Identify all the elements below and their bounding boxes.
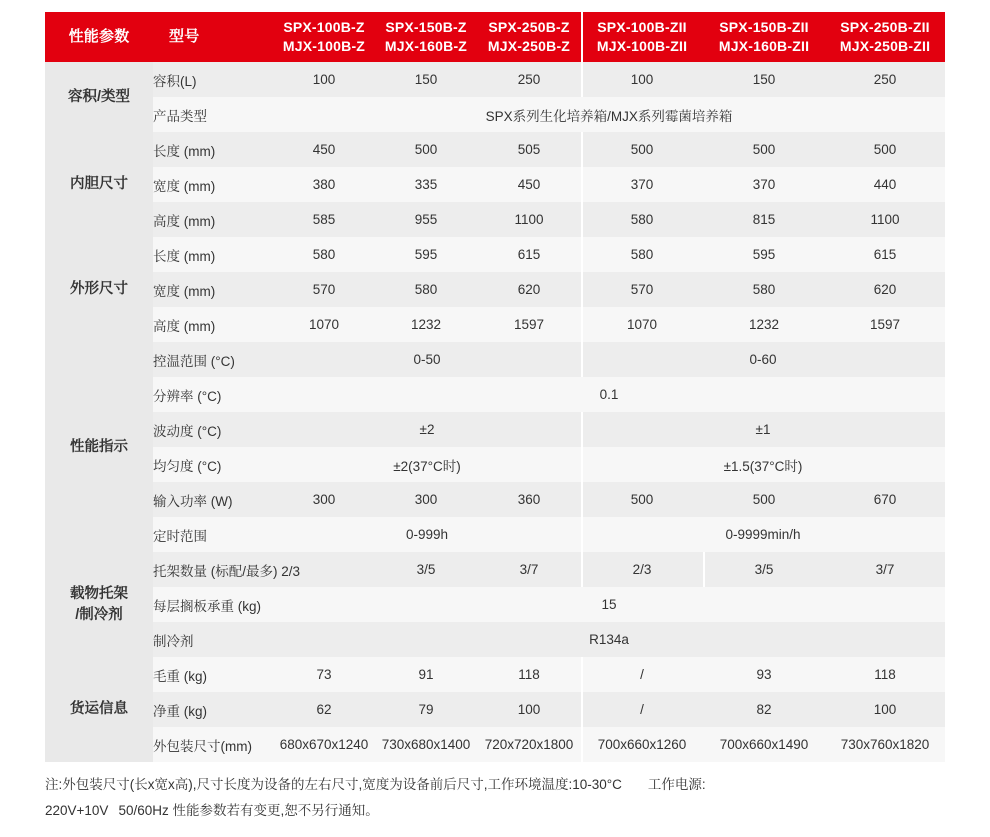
- table-row: [45, 482, 945, 517]
- table-row: [45, 202, 945, 237]
- row-label: 输入功率 (W): [153, 482, 273, 517]
- table-row: [45, 657, 945, 692]
- cell-value: 700x660x1490: [703, 727, 825, 762]
- cell-value: 62: [273, 692, 375, 727]
- cell-value: 670: [825, 482, 945, 517]
- cell-value: 1597: [825, 307, 945, 342]
- cell-value: 300: [273, 482, 375, 517]
- footnote: [45, 772, 965, 823]
- header-col-1-line1: SPX-100B-Z: [283, 19, 365, 36]
- cell-value: ±1: [581, 412, 945, 447]
- table-row: [45, 237, 945, 272]
- cell-value: 450: [477, 167, 581, 202]
- table-row: [45, 727, 945, 762]
- cell-value: 440: [825, 167, 945, 202]
- row-label: 外包装尺寸(mm): [153, 727, 273, 762]
- footnote-line-1-a: 注:外包装尺寸(长x宽x高),尺寸长度为设备的左右尺寸,宽度为设备前后尺寸,工作环境温度:10-30°C: [45, 777, 622, 792]
- cell-value: 700x660x1260: [581, 727, 703, 762]
- cell-value: 370: [581, 167, 703, 202]
- cell-value: 79: [375, 692, 477, 727]
- cell-value: 505: [477, 132, 581, 167]
- cell-value: 150: [375, 62, 477, 97]
- specification-table: [45, 12, 945, 762]
- cell-value: 300: [375, 482, 477, 517]
- header-col-2: [375, 12, 477, 62]
- cell-value: ±2: [273, 412, 581, 447]
- header-col-5: [703, 12, 825, 62]
- row-label: 制冷剂: [153, 622, 273, 657]
- table-row: [45, 272, 945, 307]
- table-header: [45, 12, 945, 62]
- table-row: [45, 97, 945, 132]
- table-row: [45, 377, 945, 412]
- footnote-line-2-b: 50/60Hz 性能参数若有变更,恕不另行通知。: [118, 802, 379, 818]
- cell-value: 1232: [375, 307, 477, 342]
- cell-value: 370: [703, 167, 825, 202]
- table-row: [45, 167, 945, 202]
- cell-value: SPX系列生化培养箱/MJX系列霉菌培养箱: [273, 97, 945, 132]
- row-label: 分辨率 (°C): [153, 377, 273, 412]
- table-row: [45, 342, 945, 377]
- cell-value: 15: [273, 587, 945, 622]
- row-label: 毛重 (kg): [153, 657, 273, 692]
- cell-value: 100: [477, 692, 581, 727]
- group-label-2: 内胆尺寸: [45, 132, 153, 237]
- header-col-5-line1: SPX-150B-ZII: [719, 19, 809, 36]
- cell-value: 118: [477, 657, 581, 692]
- cell-value: /: [581, 692, 703, 727]
- row-label: 长度 (mm): [153, 132, 273, 167]
- cell-value: ±2(37°C时): [273, 447, 581, 482]
- table-row: [45, 622, 945, 657]
- header-model: 型号: [153, 12, 273, 62]
- row-label: 高度 (mm): [153, 307, 273, 342]
- cell-value: 500: [581, 132, 703, 167]
- footnote-line-2-a: 220V+10V: [45, 802, 109, 818]
- cell-value: 580: [703, 272, 825, 307]
- cell-value: 100: [581, 62, 703, 97]
- header-col-6-line1: SPX-250B-ZII: [840, 19, 930, 36]
- cell-value: 3/5: [703, 552, 825, 587]
- header-col-3-line2: MJX-250B-Z: [487, 38, 571, 54]
- row-label: 每层搁板承重 (kg): [153, 587, 273, 622]
- group-label-6: 货运信息: [45, 657, 153, 762]
- group-label-1: 容积/类型: [45, 62, 153, 132]
- cell-value: 570: [581, 272, 703, 307]
- cell-value: 1597: [477, 307, 581, 342]
- cell-value: 450: [273, 132, 375, 167]
- cell-value: 0-60: [581, 342, 945, 377]
- cell-value: 720x720x1800: [477, 727, 581, 762]
- cell-value: 815: [703, 202, 825, 237]
- row-label: 容积(L): [153, 62, 273, 97]
- header-col-4-line2: MJX-100B-ZII: [596, 38, 688, 54]
- cell-value: 585: [273, 202, 375, 237]
- row-label: 波动度 (°C): [153, 412, 273, 447]
- cell-value: 0-50: [273, 342, 581, 377]
- row-label: 高度 (mm): [153, 202, 273, 237]
- cell-value: 82: [703, 692, 825, 727]
- row-label: 均匀度 (°C): [153, 447, 273, 482]
- cell-value: 0-999h: [273, 517, 581, 552]
- table-row: [45, 447, 945, 482]
- table-row: [45, 412, 945, 447]
- table-row: [45, 307, 945, 342]
- row-label: 宽度 (mm): [153, 167, 273, 202]
- row-label: 长度 (mm): [153, 237, 273, 272]
- cell-value: 500: [703, 132, 825, 167]
- cell-value: 500: [825, 132, 945, 167]
- cell-value: 730x760x1820: [825, 727, 945, 762]
- header-col-3: [477, 12, 581, 62]
- header-col-6-line2: MJX-250B-ZII: [839, 38, 931, 54]
- row-label: 产品类型: [153, 97, 273, 132]
- row-label: 宽度 (mm): [153, 272, 273, 307]
- row-label: 控温范围 (°C): [153, 342, 273, 377]
- cell-value: 1070: [581, 307, 703, 342]
- cell-value: 1070: [273, 307, 375, 342]
- cell-value: 3/5: [375, 552, 477, 587]
- cell-value: 3/7: [825, 552, 945, 587]
- cell-value: 595: [375, 237, 477, 272]
- cell-value: 100: [825, 692, 945, 727]
- cell-value: 620: [825, 272, 945, 307]
- cell-value: 500: [581, 482, 703, 517]
- group-label-4: 性能指示: [45, 342, 153, 552]
- cell-value: 0-9999min/h: [581, 517, 945, 552]
- cell-value: 730x680x1400: [375, 727, 477, 762]
- header-col-5-line2: MJX-160B-ZII: [718, 38, 810, 54]
- header-col-1-line2: MJX-100B-Z: [282, 38, 366, 54]
- table-body: [45, 62, 945, 762]
- header-col-2-line1: SPX-150B-Z: [385, 19, 467, 36]
- footnote-line-1-b: 工作电源:: [647, 777, 706, 792]
- cell-value: 615: [825, 237, 945, 272]
- header-col-4: [581, 12, 703, 62]
- cell-value: 570: [273, 272, 375, 307]
- cell-value: 250: [477, 62, 581, 97]
- cell-value: /: [581, 657, 703, 692]
- table-row: [45, 517, 945, 552]
- cell-value: 595: [703, 237, 825, 272]
- header-col-4-line1: SPX-100B-ZII: [597, 19, 687, 36]
- cell-value: 1232: [703, 307, 825, 342]
- cell-value: 118: [825, 657, 945, 692]
- cell-value: 93: [703, 657, 825, 692]
- cell-value: 3/7: [477, 552, 581, 587]
- cell-value: 955: [375, 202, 477, 237]
- cell-value: 150: [703, 62, 825, 97]
- cell-value: 100: [273, 62, 375, 97]
- cell-value: 2/3: [581, 552, 703, 587]
- group-label-3: 外形尺寸: [45, 237, 153, 342]
- row-label: 托架数量 (标配/最多) 2/3: [153, 552, 375, 587]
- cell-value: 500: [703, 482, 825, 517]
- cell-value: 580: [581, 237, 703, 272]
- table-row: [45, 692, 945, 727]
- cell-value: 1100: [825, 202, 945, 237]
- cell-value: 580: [581, 202, 703, 237]
- header-col-3-line1: SPX-250B-Z: [488, 19, 570, 36]
- cell-value: 250: [825, 62, 945, 97]
- cell-value: 580: [375, 272, 477, 307]
- table-row: [45, 587, 945, 622]
- row-label: 定时范围: [153, 517, 273, 552]
- cell-value: 0.1: [273, 377, 945, 412]
- cell-value: ±1.5(37°C时): [581, 447, 945, 482]
- table-row: [45, 132, 945, 167]
- cell-value: R134a: [273, 622, 945, 657]
- group-label-line: 载物托架: [70, 586, 128, 603]
- cell-value: 380: [273, 167, 375, 202]
- group-label-5: [45, 552, 153, 657]
- header-col-6: [825, 12, 945, 62]
- cell-value: 680x670x1240: [273, 727, 375, 762]
- cell-value: 360: [477, 482, 581, 517]
- table-row: [45, 552, 945, 587]
- cell-value: 615: [477, 237, 581, 272]
- cell-value: 1100: [477, 202, 581, 237]
- cell-value: 335: [375, 167, 477, 202]
- cell-value: 73: [273, 657, 375, 692]
- cell-value: 620: [477, 272, 581, 307]
- cell-value: 580: [273, 237, 375, 272]
- header-col-2-line2: MJX-160B-Z: [384, 38, 468, 54]
- row-label: 净重 (kg): [153, 692, 273, 727]
- footnote-line-1: [45, 772, 965, 798]
- cell-value: 91: [375, 657, 477, 692]
- group-label-line: /制冷剂: [75, 606, 123, 623]
- header-param: 性能参数: [45, 12, 153, 62]
- footnote-line-2: [45, 798, 965, 824]
- header-col-1: [273, 12, 375, 62]
- table-row: [45, 62, 945, 97]
- cell-value: 500: [375, 132, 477, 167]
